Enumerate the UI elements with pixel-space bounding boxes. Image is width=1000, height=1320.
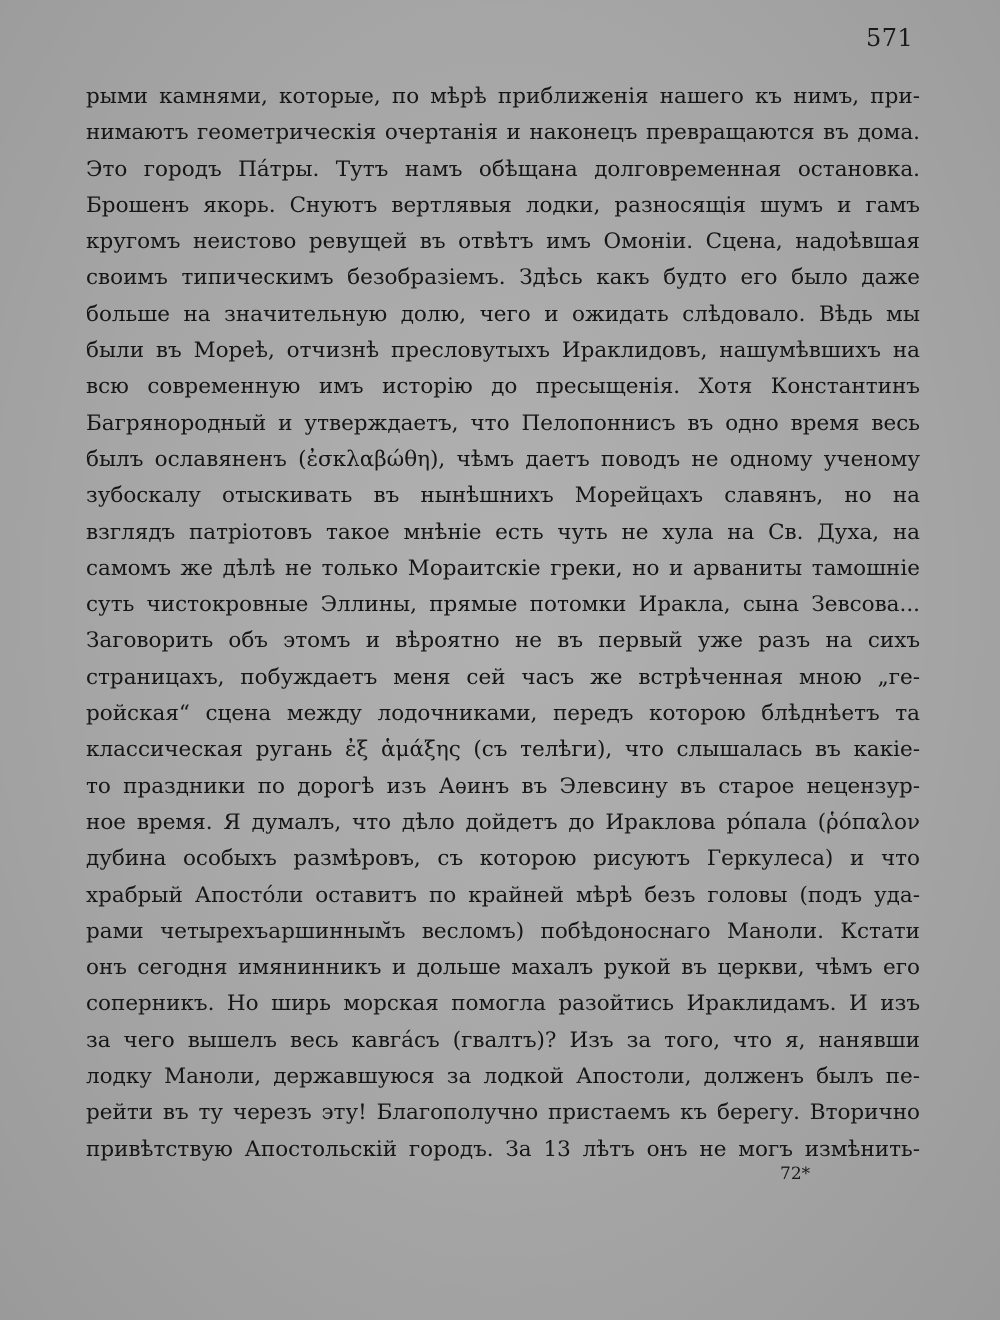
text-line: зубоскалу отыскивать въ нынѣшнихъ Морейцахъ славянъ, но на (86, 483, 920, 509)
text-line: Багрянородный и утверждаетъ, что Пелопоннисъ въ одно время весь (86, 410, 920, 436)
text-line: за чего вышелъ весь кавгáсъ (гвалтъ)? Изъ за того, что я, нанявши (86, 1027, 920, 1053)
text-line: рейти въ ту черезъ эту! Благополучно пристаемъ къ берегу. Вторично (86, 1100, 920, 1126)
text-line: Брошенъ якорь. Снуютъ вертлявыя лодки, разносящія шумъ и гамъ (86, 192, 920, 218)
text-line: больше на значительную долю, чего и ожидать слѣдовало. Вѣдь мы (86, 301, 920, 327)
text-line: соперникъ. Но ширь морская помогла разойтись Ираклидамъ. И изъ (86, 991, 920, 1017)
text-line: кругомъ неистово ревущей въ отвѣтъ имъ Омоніи. Сцена, надоѣвшая (86, 229, 920, 255)
text-line: привѣтствую Апостольскій городъ. За 13 лѣтъ онъ не могъ измѣнить- (86, 1136, 920, 1162)
text-line: нимаютъ геометрическія очертанія и наконецъ превращаются въ дома. (86, 120, 920, 146)
text-line: всю современную имъ исторію до пресыщенія. Хотя Константинъ (86, 374, 920, 400)
body-text (86, 79, 920, 1168)
text-line: ное время. Я думалъ, что дѣло дойдетъ до Ираклова рóпала (ῥόπαλον (86, 809, 920, 835)
text-line: рами четырехъаршинным̆ъ весломъ) побѣдоноснаго Маноли. Кстати (86, 918, 920, 944)
page-number: 571 (866, 24, 914, 52)
text-line: дубина особыхъ размѣровъ, съ которою рисуютъ Геркулеса) и что (86, 846, 920, 872)
text-line: онъ сегодня имянинникъ и дольше махалъ рукой въ церкви, чѣмъ его (86, 955, 920, 981)
printer-signature-mark: 72* (780, 1164, 811, 1184)
text-line: былъ ославяненъ (ἐσκλαβώθη), чѣмъ даетъ поводъ не одному ученому (86, 446, 920, 472)
text-line: самомъ же дѣлѣ не только Мораитскіе греки, но и арваниты тамошніе (86, 555, 920, 581)
text-line: страницахъ, побуждаетъ меня сей часъ же встрѣченная мною „ге- (86, 664, 920, 690)
text-line: Заговорить объ этомъ и вѣроятно не въ первый уже разъ на сихъ (86, 628, 920, 654)
text-line: рыми камнями, которые, по мѣрѣ приближенія нашего къ нимъ, при- (86, 84, 920, 109)
text-line: классическая ругань ἐξ ἁμάξης (съ телѣги), что слышалась въ какіе- (86, 737, 920, 763)
text-line: храбрый Апостóли оставитъ по крайней мѣрѣ безъ головы (подъ уда- (86, 882, 920, 908)
text-line: суть чистокровные Эллины, прямые потомки Иракла, сына Зевсова... (86, 592, 920, 618)
text-line: Это городъ Пáтры. Тутъ намъ обѣщана долговременная остановка. (86, 156, 920, 182)
text-line: своимъ типическимъ безобразіемъ. Здѣсь какъ будто его было даже (86, 265, 920, 291)
text-line: взглядъ патріотовъ такое мнѣніе есть чуть не хула на Св. Духа, на (86, 519, 920, 545)
text-line: были въ Мореѣ, отчизнѣ пресловутыхъ Ираклидовъ, нашумѣвшихъ на (86, 338, 920, 364)
text-line: ройская“ сцена между лодочниками, передъ которою блѣднѣетъ та (86, 701, 920, 727)
text-line: то праздники по дорогѣ изъ Аѳинъ въ Элевсину въ старое нецензур- (86, 773, 920, 799)
text-line: лодку Маноли, державшуюся за лодкой Апостоли, долженъ былъ пе- (86, 1064, 920, 1090)
